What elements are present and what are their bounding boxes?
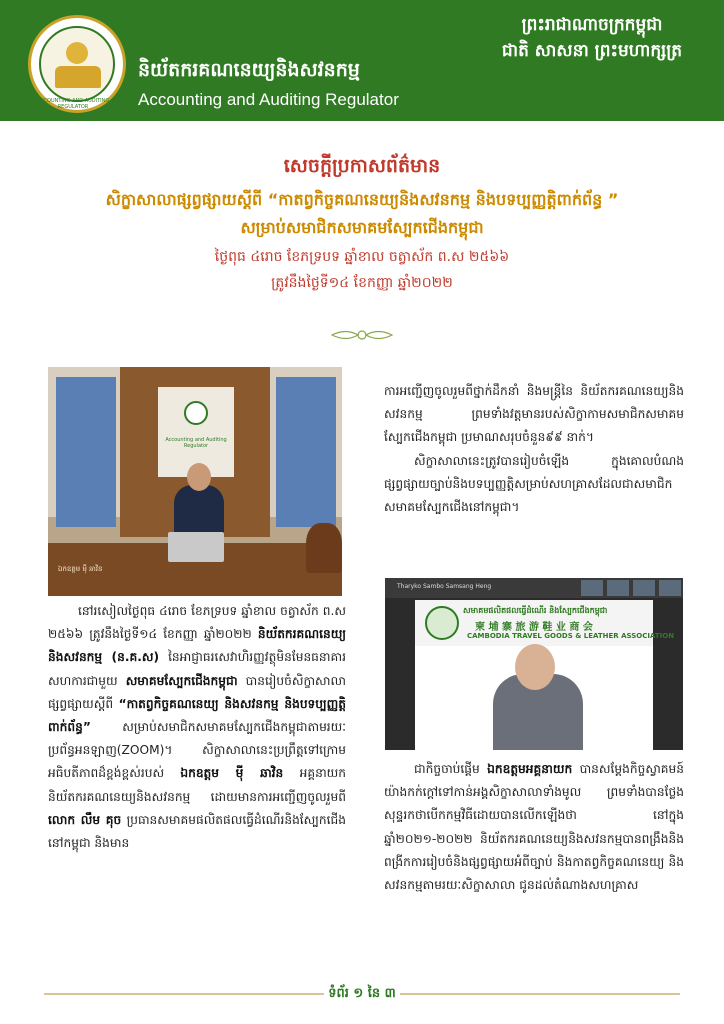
page-number: ទំព័រ ១ នៃ ៣: [328, 986, 396, 1001]
date-solar: ត្រូវនឹងថ្ងៃទី១៤ ខែកញ្ញា ឆ្នាំ២០២២: [271, 275, 453, 291]
text-topic-bold: “កាតព្វកិច្ចគណនេយ្យ និងសវនកម្ម និងបទប្បញ្ញត្តិពាក់ព័ន្ធ”: [48, 696, 347, 735]
logo-ring-text: ACCOUNTING AND AUDITING REGULATOR: [36, 98, 110, 110]
text-welcome: បានសម្តែងកិច្ចស្វាគមន៍យ៉ាងកក់ក្តៅទៅកាន់អង្គសិក្ខាសាលាទាំងមូល ព្រមទាំងបានថ្លែងសុន្ទរកថាបើកកម្មវិធីដោយបានលើកឡើងថា នៅក្នុងឆ្នាំ២០២១-២០២២ និយ័តករគណនេយ្យនិងសវនកម្មបានពង្រឹងនិងពង្រីកការរៀបចំនិងផ្សព្វផ្សាយអំពីច្បាប់ និងកាតព្វកិច្ចគណនេយ្យ និងសវនកម្មតាមរយៈសិក្ខាសាលា ជូនដល់តំណាងសហគ្រាស: [384, 762, 685, 893]
text-president-role: ប្រធានសមាគមផលិតផលធ្វើដំណើរនិងស្បែកជើងនៅកម្ពុជា និងមាន: [48, 812, 346, 851]
workshop-audience: សម្រាប់សមាជិកសមាគមស្បែកជើងកម្ពុជា: [240, 218, 484, 237]
kingdom-line-1: ព្រះរាជាណាចក្រកម្ពុជា: [521, 15, 663, 35]
organization-logo: [28, 15, 126, 113]
text-authority: នៃអាជ្ញាធរសេវាហិរញ្ញវត្ថុមិនមែនធនាគារ សហការជាមួយ: [48, 650, 346, 688]
logo-sun-icon: [66, 42, 88, 64]
association-logo-icon: [425, 606, 459, 640]
text-organized: បានរៀបចំសិក្ខាសាលាផ្សព្វផ្សាយស្តីពី: [48, 673, 347, 711]
paragraph-opening: [384, 758, 684, 897]
wall-emblem-icon: [184, 401, 208, 425]
text-org-bold: និយ័តករគណនេយ្យនិងសវនកម្ម (ន.គ.ស): [48, 627, 346, 665]
text-zoom: សម្រាប់សមាជិកសមាគមស្បែកជើងកម្ពុជាតាមរយៈប្រព័ន្ធអនឡាញ(ZOOM)។ សិក្ខាសាលានេះប្រព្រឹត្តទៅក្រោមអធិបតីភាពដ៏ខ្ពង់ខ្ពស់របស់: [48, 720, 346, 781]
banner-title-english: CAMBODIA TRAVEL GOODS & LEATHER ASSOCIATION: [467, 632, 675, 640]
participant-thumb: [607, 580, 629, 596]
zoom-screenshot: [385, 578, 683, 750]
logo-emblem: [39, 26, 115, 102]
kingdom-line-2: ជាតិ សាសនា ព្រះមហាក្សត្រ: [501, 41, 683, 61]
speaker-head: [515, 644, 555, 690]
left-column: [48, 600, 346, 855]
text-chair-bold: ឯកឧត្តម ម៉ី ឆាវិន: [180, 766, 284, 781]
text-director: អគ្គនាយកនិយ័តករគណនេយ្យនិងសវនកម្ម ដោយមានការអញ្ជើញចូលរួមពី: [48, 766, 347, 804]
curtain-right: [276, 377, 336, 527]
org-name-khmer: និយ័តករគណនេយ្យនិងសវនកម្ម: [138, 59, 360, 81]
text-opening: ជាកិច្ចចាប់ផ្តើម: [414, 762, 480, 776]
kingdom-motto: [482, 12, 702, 64]
ornament-divider-icon: [330, 326, 394, 344]
paragraph-purpose: សិក្ខាសាលានេះត្រូវបានរៀបចំឡើង ក្នុងគោលបំណងផ្សព្វផ្សាយច្បាប់និងបទប្បញ្ញត្តិសម្រាប់សហគ្រាសដែលជាសមាជិកសមាគមស្បែកជើងនៅកម្ពុជា។: [384, 453, 684, 515]
participant-thumb: [581, 580, 603, 596]
paragraph-attendance: ការអញ្ជើញចូលរួមពីថ្នាក់ដឹកនាំ និងមន្ត្រីនៃ និយ័តករគណនេយ្យនិងសវនកម្ម ព្រមទាំងវត្តមានរបស់សិក្ខាកាមសមាជិកសមាគមស្បែកជើងកម្ពុជា ប្រមាណសរុបចំនួន៩៩ នាក់។: [384, 384, 684, 445]
banner-title-chinese: 柬 埔 寨 旅 游 鞋 业 商 会: [475, 622, 593, 633]
participant-thumb: [659, 580, 681, 596]
right-column-top: [384, 380, 684, 519]
text-association-bold: សមាគមស្បែកជើងកម្ពុជា: [125, 673, 238, 688]
text-president-bold: លោក លឹម គុច: [48, 812, 122, 827]
text-director-general-bold: ឯកឧត្តមអគ្គនាយក: [487, 762, 573, 776]
carved-statue: [306, 523, 342, 573]
text-date: នៅរសៀលថ្ងៃពុធ ៤រោច ខែភទ្របទ ឆ្នាំខាល ចត្វាស័ក ព.ស ២៥៦៦ ត្រូវនឹងថ្ងៃទី១៤ ខែកញ្ញា ឆ្នាំ២០២២: [48, 604, 346, 642]
banner-title-khmer: សមាគមផលិតផលធ្វើដំណើរ និងស្បែកជើងកម្ពុជា: [463, 606, 608, 615]
office-photo: [48, 367, 342, 596]
speaker-head: [187, 463, 211, 491]
workshop-subject: សិក្ខាសាលាផ្សព្វផ្សាយស្តីពី “កាតព្វកិច្ចគណនេយ្យនិងសវនកម្ម និងបទប្បញ្ញត្តិពាក់ព័ន្ធ ”: [105, 190, 619, 209]
paragraph-intro: [48, 600, 346, 855]
panel-text: Accounting and Auditing Regulator: [165, 437, 227, 449]
nameplate: ឯកឧត្តម ម៉ី ឆាវិន: [58, 565, 103, 573]
title-block: [20, 152, 704, 296]
participant-thumb: [633, 580, 655, 596]
date-lunar: ថ្ងៃពុធ ៤រោច ខែភទ្របទ ឆ្នាំខាល ចត្វាស័ក ព.ស ២៥៦៦: [214, 249, 510, 265]
logo-lions-icon: [55, 66, 101, 88]
org-name-english: Accounting and Auditing Regulator: [138, 90, 399, 109]
announcement-title: សេចក្តីប្រកាសព័ត៌មាន: [283, 155, 441, 177]
right-column-bottom: [384, 758, 684, 897]
participant-names: Tharyko Sambo Samsang Heng: [397, 583, 492, 590]
laptop: [168, 532, 224, 562]
curtain-left: [56, 377, 116, 527]
